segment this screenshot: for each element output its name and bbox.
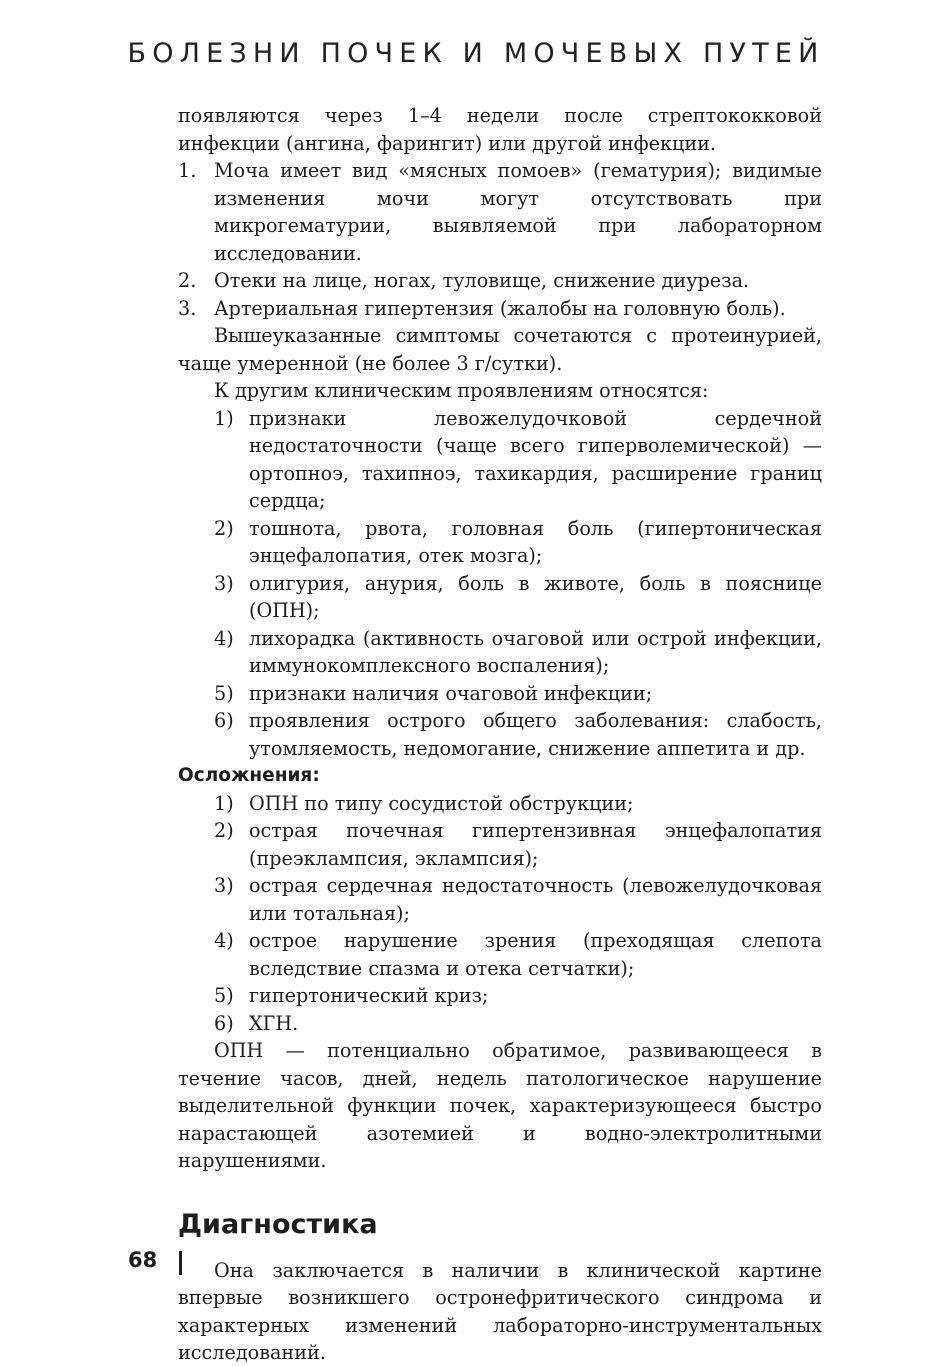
- list-item-text: Моча имеет вид «мясных помоев» (гематурия); видимые изменения мочи могут отсутствовать при микрогематурии, выявляемой при лабораторном исследовании.: [214, 159, 822, 265]
- list-number: 6): [214, 1011, 234, 1035]
- page-body: [178, 102, 822, 1367]
- list-number: 5): [214, 984, 234, 1007]
- list-item-text: олигурия, анурия, боль в животе, боль в пояснице (ОПН);: [249, 571, 822, 622]
- list-number: 1): [214, 406, 234, 430]
- page-number: 68: [128, 1248, 158, 1272]
- complications-list: [178, 790, 822, 1038]
- list-item: [178, 570, 822, 625]
- list-item-text: острая сердечная недостаточность (левожелудочковая или тотальная);: [249, 874, 822, 925]
- other-manifestations-intro: К другим клиническим проявлениям относятся:: [214, 379, 709, 402]
- list-item: [178, 982, 822, 1010]
- list-number: 2): [214, 819, 234, 842]
- list-item-text: ХГН.: [249, 1011, 299, 1035]
- list-item-text: признаки левожелудочковой сердечной недостаточности (чаще всего гиперволемической) — ортопноэ, тахипноэ, тахикардия, расширение границ сердца;: [249, 406, 822, 512]
- list-number: 1): [214, 791, 234, 815]
- page-number-divider: [179, 1251, 182, 1275]
- diagnostics-heading: Диагностика: [178, 1208, 378, 1240]
- list-item-text: тошнота, рвота, головная боль (гипертоническая энцефалопатия, отек мозга);: [249, 516, 822, 567]
- list-item: [178, 295, 822, 323]
- list-item-text: Артериальная гипертензия (жалобы на головную боль).: [214, 296, 786, 320]
- list-item: [178, 872, 822, 927]
- list-number: 2): [214, 516, 234, 540]
- list-item-text: лихорадка (активность очаговой или острой инфекции, иммунокомплексного воспаления);: [249, 626, 822, 677]
- list-number: 2.: [178, 269, 197, 292]
- list-item-text: проявления острого общего заболевания: слабость, утомляемость, недомогание, снижение аппетита и др.: [249, 709, 822, 760]
- intro-paragraph: появляются через 1–4 недели после стрептококковой инфекции (ангина, фарингит) или другой инфекции.: [178, 104, 822, 155]
- list-item: [178, 680, 822, 708]
- list-item-text: острое нарушение зрения (преходящая слепота вследствие спазма и отека сетчатки);: [249, 929, 822, 980]
- list-item: [178, 1010, 822, 1038]
- list-item-text: Отеки на лице, ногах, туловище, снижение диуреза.: [214, 269, 750, 292]
- list-item: [178, 707, 822, 762]
- list-item: [178, 927, 822, 982]
- list-number: 1.: [178, 159, 197, 182]
- list-number: 5): [214, 681, 234, 705]
- list-item: [178, 817, 822, 872]
- list-item-text: признаки наличия очаговой инфекции;: [249, 681, 653, 705]
- list-item: [178, 267, 822, 295]
- list-number: 6): [214, 709, 234, 732]
- list-item-text: острая почечная гипертензивная энцефалопатия (преэклампсия, эклампсия);: [249, 819, 822, 870]
- list-item-text: гипертонический криз;: [249, 984, 489, 1007]
- other-manifestations-list: [178, 405, 822, 763]
- list-item: [178, 790, 822, 818]
- proteinuria-paragraph: Вышеуказанные симптомы сочетаются с протеинурией, чаще умеренной (не более 3 г/сутки).: [178, 324, 822, 375]
- list-item: [178, 405, 822, 515]
- list-item: [178, 625, 822, 680]
- list-number: 3.: [178, 296, 197, 320]
- opn-definition-paragraph: ОПН — потенциально обратимое, развивающееся в течение часов, дней, недель патологическое нарушение выделительной функции почек, характеризующееся быстро нарастающей азотемией и водно-электролитными нарушениями.: [178, 1039, 822, 1172]
- symptoms-list: [178, 157, 822, 322]
- complications-heading: Осложнения:: [178, 765, 320, 786]
- list-number: 3): [214, 571, 234, 595]
- list-item: [178, 157, 822, 267]
- list-number: 4): [214, 626, 234, 650]
- list-number: 4): [214, 929, 234, 952]
- diagnostics-paragraph: Она заключается в наличии в клинической картине впервые возникшего остронефритического синдрома и характерных изменений лабораторно-инструментальных исследований.: [178, 1258, 822, 1364]
- list-number: 3): [214, 874, 234, 897]
- list-item: [178, 515, 822, 570]
- list-item-text: ОПН по типу сосудистой обструкции;: [249, 791, 634, 815]
- running-head: БОЛЕЗНИ ПОЧЕК И МОЧЕВЫХ ПУТЕЙ: [127, 38, 825, 69]
